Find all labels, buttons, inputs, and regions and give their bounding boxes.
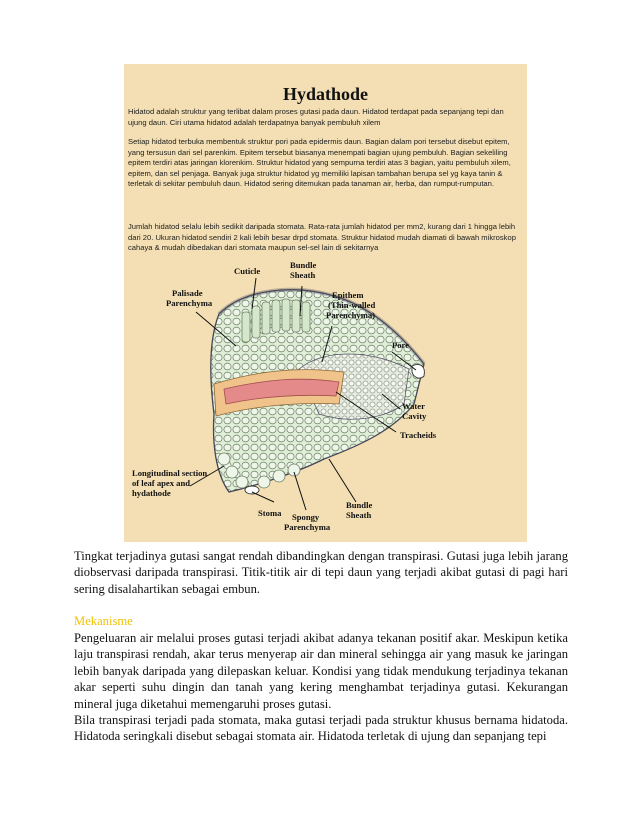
paragraph-gutasi-frequency: Tingkat terjadinya gutasi sangat rendah dibandingkan dengan transpirasi. Gutasi juga lebih jarang diobservasi daripada transpirasi. Titik-titik air di tepi daun yang terjadi akibat gutasi di pagi hari sering disalahartikan sebagai embun. — [74, 549, 568, 596]
pore — [412, 364, 424, 378]
label-bundle-sheath-top-1: Bundle — [290, 260, 317, 270]
label-palisade-2: Parenchyma — [166, 298, 213, 308]
label-longitudinal-1: Longitudinal section — [132, 468, 208, 478]
label-cuticle: Cuticle — [234, 266, 261, 276]
label-pore: Pore — [392, 340, 410, 350]
label-bundle-sheath-bottom-2: Sheath — [346, 510, 372, 520]
figure-title: Hydathode — [282, 84, 369, 104]
label-spongy-1: Spongy — [292, 512, 320, 522]
label-epithem-1: Epithem — [332, 290, 364, 300]
paragraph-hidatoda: Bila transpirasi terjadi pada stomata, maka gutasi terjadi pada struktur khusus bernama hidatoda. Hidatoda seringkali disebut sebagai stomata air. Hidatoda terletak di ujung dan sepanjang tepi — [74, 713, 568, 744]
figure-paragraph-2: Setiap hidatod terbuka membentuk struktur pori pada epidermis daun. Bagian dalam pori tersebut disebut epitem, yang tersusun dari sel parenkim. Epitem tersebut biasanya menempati bagian ujung pembuluh. Bagian sekeliling epitem terdiri atas jaringan klorenkim. Struktur hidatod yang sempurna terdiri atas 3 bagian, yaitu pembuluh xilem, epitem, dan sel penjaga. Banyak juga struktur hidatod yg memiliki lapisan tambahan berupa sel yg kaya tanin & terletak di sekitar pembuluh daun. Hidatod sering ditemukan pada tanaman air, herba, dan rumput-rumputan. — [128, 137, 511, 189]
label-bundle-sheath-top-2: Sheath — [290, 270, 316, 280]
label-epithem-3: Parenchyma) — [326, 310, 376, 320]
label-tracheids: Tracheids — [400, 430, 437, 440]
hydathode-figure — [124, 64, 527, 542]
paragraph-mechanism: Pengeluaran air melalui proses gutasi terjadi akibat adanya tekanan positif akar. Meskipun ketika laju transpirasi rendah, akar terus menyerap air dan mineral sehingga air yang masuk ke jaringan lebih banyak daripada yang dilepaskan keluar. Kondisi yang tidak mendukung terjadinya tekanan akar seperti suhu dingin dan tanah yang kering menghambat terjadinya gutasi. Kekurangan mineral juga diketahui memengaruhi proses gutasi. — [74, 631, 568, 711]
figure-paragraph-1: Hidatod adalah struktur yang terlibat dalam proses gutasi pada daun. Hidatod terdapat pada sepanjang tepi dan ujung daun. Ciri utama hidatod adalah terdapatnya banyak pembuluh xilem — [128, 107, 504, 127]
figure-paragraph-3: Jumlah hidatod selalu lebih sedikit daripada stomata. Rata-rata jumlah hidatod per mm2, kurang dari 1 hingga lebih dari 20. Ukuran hidatod sendiri 2 kali lebih besar drpd stomata. Struktur hidatod mudah diamati di bawah mikroskop cahaya & mudah dibedakan dari stomata maupun sel-sel lain di sekitarnya — [128, 222, 516, 253]
label-spongy-2: Parenchyma — [284, 522, 331, 532]
label-stoma: Stoma — [258, 508, 282, 518]
label-epithem-2: (Thin-walled — [328, 300, 376, 310]
label-palisade-1: Palisade — [172, 288, 203, 298]
stoma — [245, 486, 259, 494]
hydathode-diagram — [124, 254, 527, 542]
label-water-cavity-1: Water — [402, 401, 425, 411]
section-heading-mekanisme: Mekanisme — [74, 614, 133, 628]
label-longitudinal-2: of leaf apex and — [132, 478, 191, 488]
label-water-cavity-2: Cavity — [402, 411, 427, 421]
label-longitudinal-3: hydathode — [132, 488, 171, 498]
label-bundle-sheath-bottom-1: Bundle — [346, 500, 373, 510]
